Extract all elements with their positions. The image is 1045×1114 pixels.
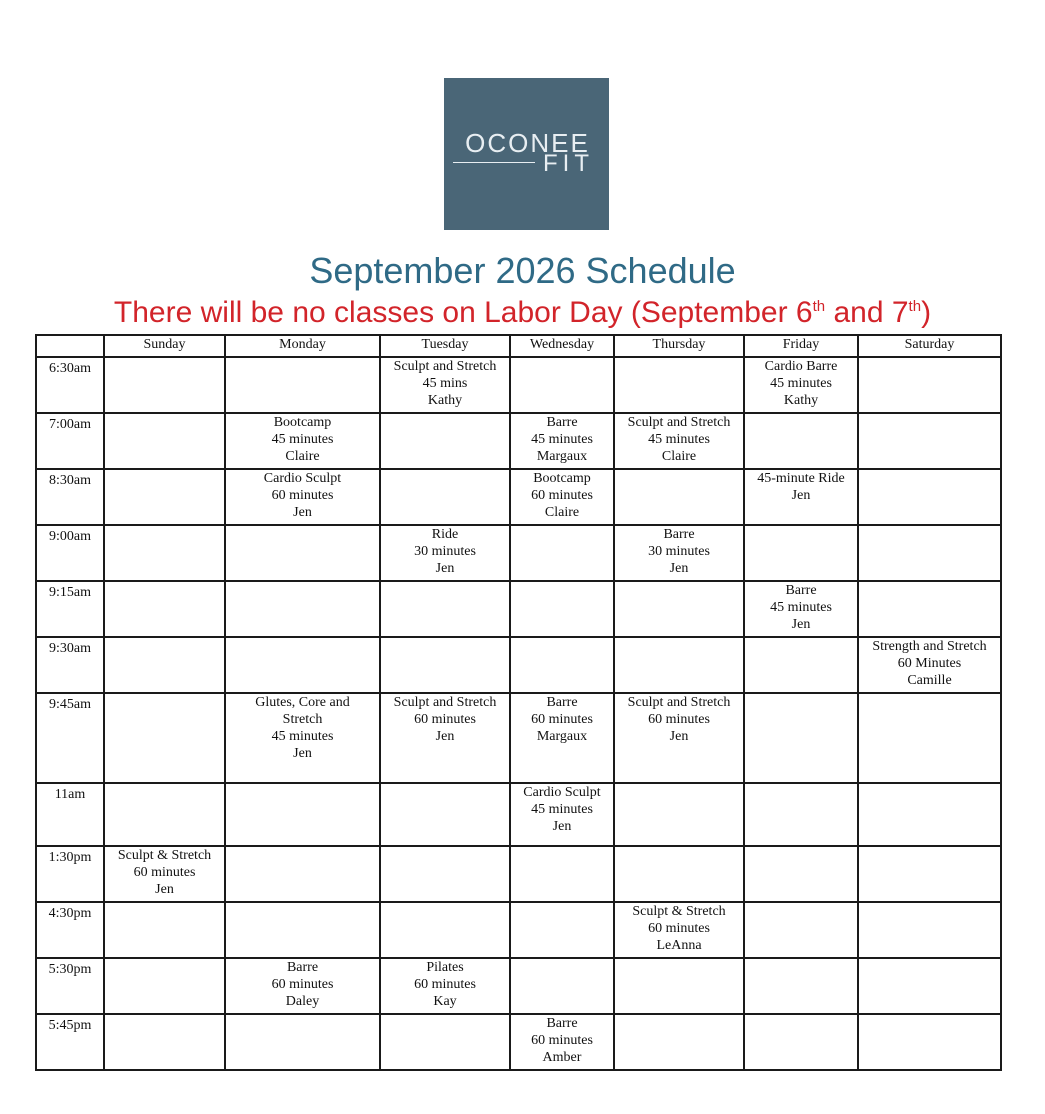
- schedule-row: [36, 1014, 1001, 1070]
- empty-cell: [858, 581, 1001, 637]
- empty-cell: [614, 357, 744, 413]
- empty-cell: [104, 357, 225, 413]
- day-header: Wednesday: [510, 335, 614, 357]
- empty-cell: [744, 1014, 858, 1070]
- empty-cell: [858, 469, 1001, 525]
- empty-cell: [614, 637, 744, 693]
- class-cell: Glutes, Core and Stretch 45 minutes Jen: [225, 693, 380, 783]
- day-header: Friday: [744, 335, 858, 357]
- class-cell: Cardio Sculpt 45 minutes Jen: [510, 783, 614, 846]
- schedule-row: [36, 637, 1001, 693]
- empty-cell: [380, 637, 510, 693]
- class-cell: Barre 45 minutes Margaux: [510, 413, 614, 469]
- schedule-row: [36, 693, 1001, 783]
- empty-cell: [104, 469, 225, 525]
- empty-cell: [510, 637, 614, 693]
- empty-cell: [614, 958, 744, 1014]
- time-slot: 9:00am: [36, 525, 104, 581]
- day-header: Tuesday: [380, 335, 510, 357]
- empty-cell: [744, 637, 858, 693]
- empty-cell: [858, 846, 1001, 902]
- empty-cell: [744, 846, 858, 902]
- empty-cell: [225, 902, 380, 958]
- empty-cell: [380, 413, 510, 469]
- logo-divider: [453, 162, 535, 163]
- time-slot: 5:45pm: [36, 1014, 104, 1070]
- time-slot: 8:30am: [36, 469, 104, 525]
- empty-cell: [225, 846, 380, 902]
- class-cell: Sculpt and Stretch 45 minutes Claire: [614, 413, 744, 469]
- schedule-table: [35, 334, 1002, 1071]
- empty-cell: [614, 1014, 744, 1070]
- empty-cell: [380, 846, 510, 902]
- class-cell: 45-minute Ride Jen: [744, 469, 858, 525]
- class-cell: Barre 30 minutes Jen: [614, 525, 744, 581]
- empty-cell: [510, 846, 614, 902]
- empty-cell: [225, 525, 380, 581]
- empty-cell: [744, 413, 858, 469]
- logo-line-1: OCONEE: [465, 128, 590, 158]
- class-cell: Sculpt & Stretch 60 minutes LeAnna: [614, 902, 744, 958]
- empty-cell: [614, 469, 744, 525]
- time-slot: 6:30am: [36, 357, 104, 413]
- class-cell: Barre 60 minutes Margaux: [510, 693, 614, 783]
- empty-cell: [510, 525, 614, 581]
- time-slot: 9:30am: [36, 637, 104, 693]
- time-slot: 1:30pm: [36, 846, 104, 902]
- empty-cell: [104, 637, 225, 693]
- empty-cell: [858, 958, 1001, 1014]
- class-cell: Sculpt and Stretch 45 mins Kathy: [380, 357, 510, 413]
- class-cell: Sculpt and Stretch 60 minutes Jen: [380, 693, 510, 783]
- class-cell: Cardio Barre 45 minutes Kathy: [744, 357, 858, 413]
- empty-cell: [380, 581, 510, 637]
- empty-cell: [380, 1014, 510, 1070]
- empty-cell: [614, 581, 744, 637]
- oconee-fit-logo: [444, 78, 609, 230]
- page-title: September 2026 Schedule: [309, 250, 736, 291]
- empty-cell: [104, 413, 225, 469]
- logo-line-2: FIT: [543, 150, 594, 177]
- empty-cell: [104, 693, 225, 783]
- empty-cell: [510, 357, 614, 413]
- class-cell: Sculpt and Stretch 60 minutes Jen: [614, 693, 744, 783]
- empty-cell: [858, 902, 1001, 958]
- time-header: [36, 335, 104, 357]
- schedule-row: [36, 469, 1001, 525]
- time-slot: 11am: [36, 783, 104, 846]
- schedule-row: [36, 413, 1001, 469]
- holiday-notice: [0, 296, 1045, 330]
- empty-cell: [104, 525, 225, 581]
- empty-cell: [744, 525, 858, 581]
- day-header: Sunday: [104, 335, 225, 357]
- notice-end: ): [921, 296, 932, 329]
- day-header: Saturday: [858, 335, 1001, 357]
- empty-cell: [380, 902, 510, 958]
- empty-cell: [104, 902, 225, 958]
- empty-cell: [858, 525, 1001, 581]
- empty-cell: [225, 1014, 380, 1070]
- header-row: [36, 335, 1001, 357]
- time-slot: 9:45am: [36, 693, 104, 783]
- time-slot: 4:30pm: [36, 902, 104, 958]
- empty-cell: [510, 581, 614, 637]
- schedule-row: [36, 958, 1001, 1014]
- empty-cell: [744, 902, 858, 958]
- empty-cell: [380, 783, 510, 846]
- empty-cell: [858, 357, 1001, 413]
- time-slot: 7:00am: [36, 413, 104, 469]
- empty-cell: [225, 357, 380, 413]
- class-cell: Pilates 60 minutes Kay: [380, 958, 510, 1014]
- class-cell: Barre 60 minutes Daley: [225, 958, 380, 1014]
- notice-sup-1: th: [812, 298, 826, 315]
- empty-cell: [744, 783, 858, 846]
- schedule-row: [36, 783, 1001, 846]
- schedule-row: [36, 525, 1001, 581]
- schedule-row: [36, 902, 1001, 958]
- empty-cell: [225, 637, 380, 693]
- day-header: Monday: [225, 335, 380, 357]
- empty-cell: [858, 1014, 1001, 1070]
- class-cell: Strength and Stretch 60 Minutes Camille: [858, 637, 1001, 693]
- empty-cell: [510, 902, 614, 958]
- class-cell: Sculpt & Stretch 60 minutes Jen: [104, 846, 225, 902]
- notice-text: There will be no classes on Labor Day (September 6: [113, 296, 813, 329]
- class-cell: Ride 30 minutes Jen: [380, 525, 510, 581]
- class-cell: Cardio Sculpt 60 minutes Jen: [225, 469, 380, 525]
- empty-cell: [104, 958, 225, 1014]
- schedule-row: [36, 846, 1001, 902]
- empty-cell: [614, 846, 744, 902]
- notice-mid: and 7: [825, 296, 909, 329]
- empty-cell: [225, 783, 380, 846]
- day-header: Thursday: [614, 335, 744, 357]
- empty-cell: [380, 469, 510, 525]
- notice-sup-2: th: [908, 298, 922, 315]
- schedule-row: [36, 581, 1001, 637]
- empty-cell: [614, 783, 744, 846]
- empty-cell: [225, 581, 380, 637]
- empty-cell: [858, 783, 1001, 846]
- class-cell: Bootcamp 45 minutes Claire: [225, 413, 380, 469]
- class-cell: Bootcamp 60 minutes Claire: [510, 469, 614, 525]
- time-slot: 5:30pm: [36, 958, 104, 1014]
- empty-cell: [104, 783, 225, 846]
- empty-cell: [510, 958, 614, 1014]
- class-cell: Barre 60 minutes Amber: [510, 1014, 614, 1070]
- schedule-row: [36, 357, 1001, 413]
- empty-cell: [858, 413, 1001, 469]
- empty-cell: [744, 958, 858, 1014]
- empty-cell: [744, 693, 858, 783]
- time-slot: 9:15am: [36, 581, 104, 637]
- empty-cell: [104, 1014, 225, 1070]
- empty-cell: [104, 581, 225, 637]
- empty-cell: [858, 693, 1001, 783]
- class-cell: Barre 45 minutes Jen: [744, 581, 858, 637]
